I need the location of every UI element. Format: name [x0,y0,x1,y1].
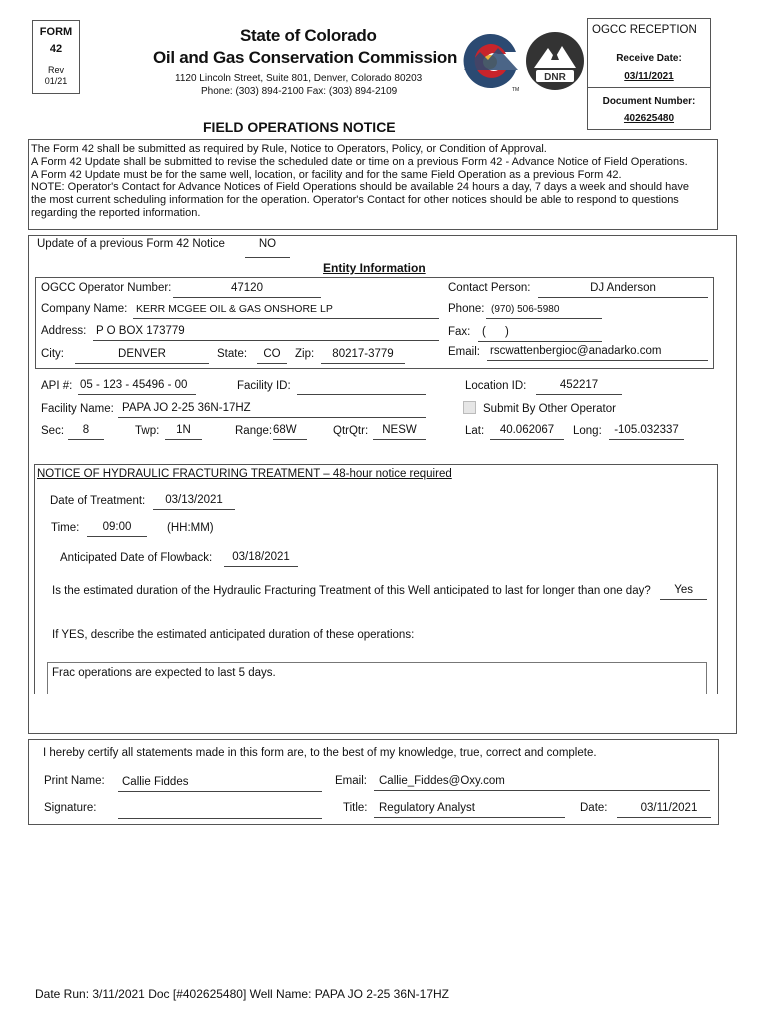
treatment-date-field[interactable]: 03/13/2021 [153,494,235,510]
range-field[interactable]: 68W [273,424,307,440]
cert-email-label: Email: [335,775,367,787]
flowback-label: Anticipated Date of Flowback: [60,552,213,564]
signature-label: Signature: [44,802,97,814]
location-id-label: Location ID: [465,380,527,392]
zip-field[interactable]: 80217-3779 [321,348,405,364]
rev-label: Rev [47,65,64,75]
reception-box [587,18,711,130]
form-number-box [32,20,80,94]
time-field[interactable]: 09:00 [87,521,147,537]
commission-phone-fax: Phone: (303) 894-2100 Fax: (303) 894-2109 [201,86,398,97]
instruction-line: the most current scheduling information for the operation. Operator's Contact for other notices should be able to respond to questions [31,194,679,207]
update-label: Update of a previous Form 42 Notice [37,238,225,250]
reception-title: OGCC RECEPTION [592,24,697,36]
rev-date: 01/21 [44,76,68,86]
duration-question: Is the estimated duration of the Hydraulic Fracturing Treatment of this Well anticipated to last for longer than one day? [52,585,651,597]
duration-answer-field[interactable]: Yes [660,584,707,600]
fax-label: Fax: [448,326,471,338]
form-title: FIELD OPERATIONS NOTICE [203,119,396,135]
api-field[interactable]: 05 - 123 - 45496 - 00 [78,379,196,395]
cert-date-field[interactable]: 03/11/2021 [617,802,711,818]
update-field[interactable]: NO [245,237,290,258]
instruction-line: NOTE: Operator's Contact for Advance Notices of Field Operations should be available 24 hours a day, 7 days a week and should have [31,181,689,194]
api-label: API #: [41,380,73,392]
time-format: (HH:MM) [167,522,214,534]
commission-address: 1120 Lincoln Street, Suite 801, Denver, Colorado 80203 [175,73,423,84]
trademark-mark: TM [512,87,520,93]
lat-label: Lat: [465,425,485,437]
phone-field[interactable]: (970) 506-5980 [486,303,602,319]
signature-field[interactable] [118,803,322,819]
company-name-field[interactable]: KERR MCGEE OIL & GAS ONSHORE LP [133,303,439,319]
cert-title-field[interactable]: Regulatory Analyst [374,802,565,818]
city-label: City: [41,348,64,360]
footer-run-info: Date Run: 3/11/2021 Doc [#402625480] Well Name: PAPA JO 2-25 36N-17HZ [35,987,450,1001]
city-field[interactable]: DENVER [75,348,209,364]
facility-name-label: Facility Name: [41,403,114,415]
zip-label: Zip: [295,348,315,360]
instruction-line: regarding the reported information. [31,206,201,219]
description-text: Frac operations are expected to last 5 days. [52,667,276,679]
flowback-field[interactable]: 03/18/2021 [224,551,298,567]
dnr-logo-text: DNR [544,72,566,83]
twp-label: Twp: [135,425,160,437]
address-label: Address: [41,325,87,337]
colorado-logo [458,30,522,92]
entity-title: Entity Information [323,261,426,275]
email-field[interactable]: rscwattenbergioc@anadarko.com [487,345,708,361]
cert-date-label: Date: [580,802,608,814]
receive-date: 03/11/2021 [624,71,674,82]
facility-id-label: Facility ID: [237,380,291,392]
location-id-field[interactable]: 452217 [536,379,622,395]
sec-label: Sec: [41,425,65,437]
document-number: 402625480 [623,113,675,124]
long-field[interactable]: -105.032337 [609,424,684,440]
twp-field[interactable]: 1N [165,424,202,440]
company-name-label: Company Name: [41,303,128,315]
operator-number-label: OGCC Operator Number: [41,282,172,294]
notice-title: NOTICE OF HYDRAULIC FRACTURING TREATMENT – 48-hour notice required [37,468,452,480]
instructions-box [28,139,718,230]
instruction-line: A Form 42 Update shall be submitted to revise the scheduled date or time on a previous Form 42 - Advance Notice of Field Operations. [31,155,688,168]
document-number-label: Document Number: [602,96,696,107]
cert-title-label: Title: [343,802,368,814]
lat-field[interactable]: 40.062067 [490,424,564,440]
describe-label: If YES, describe the estimated anticipated duration of these operations: [52,629,415,641]
cert-email-field[interactable]: Callie_Fiddes@Oxy.com [374,775,710,791]
contact-person-field[interactable]: DJ Anderson [538,282,708,298]
instruction-line: The Form 42 shall be submitted as required by Rule, Notice to Operators, Policy, or Condition of Approval. [31,143,547,155]
facility-id-field[interactable] [297,379,426,395]
qtrqtr-label: QtrQtr: [333,425,369,437]
state-title: State of Colorado [240,26,377,45]
submit-other-operator-checkbox[interactable] [463,401,476,414]
fax-field[interactable]: ( ) [478,326,602,342]
submit-other-operator-label: Submit By Other Operator [483,403,616,415]
form-number: 42 [49,43,63,55]
certification-statement: I hereby certify all statements made in this form are, to the best of my knowledge, true, correct and complete. [43,747,597,759]
description-textarea[interactable] [47,662,707,694]
email-label: Email: [448,346,480,358]
state-label: State: [217,348,248,360]
time-label: Time: [51,522,80,534]
phone-label: Phone: [448,303,485,315]
range-label: Range: [235,425,273,437]
long-label: Long: [573,425,602,437]
dnr-logo [524,30,586,92]
state-field[interactable]: CO [257,348,287,364]
address-field[interactable]: P O BOX 173779 [93,325,439,341]
receive-date-label: Receive Date: [616,53,682,64]
print-name-field[interactable]: Callie Fiddes [118,776,322,792]
operator-number-field[interactable]: 47120 [173,282,321,298]
qtrqtr-field[interactable]: NESW [373,424,426,440]
commission-title: Oil and Gas Conservation Commission [153,48,458,67]
print-name-label: Print Name: [44,775,105,787]
form-label: FORM [39,26,73,38]
facility-name-field[interactable]: PAPA JO 2-25 36N-17HZ [118,402,426,418]
treatment-date-label: Date of Treatment: [50,495,146,507]
sec-field[interactable]: 8 [68,424,104,440]
contact-person-label: Contact Person: [448,282,531,294]
instruction-line: A Form 42 Update must be for the same well, location, or facility and for the same Field Operation as a previous Form 42. [31,168,622,181]
